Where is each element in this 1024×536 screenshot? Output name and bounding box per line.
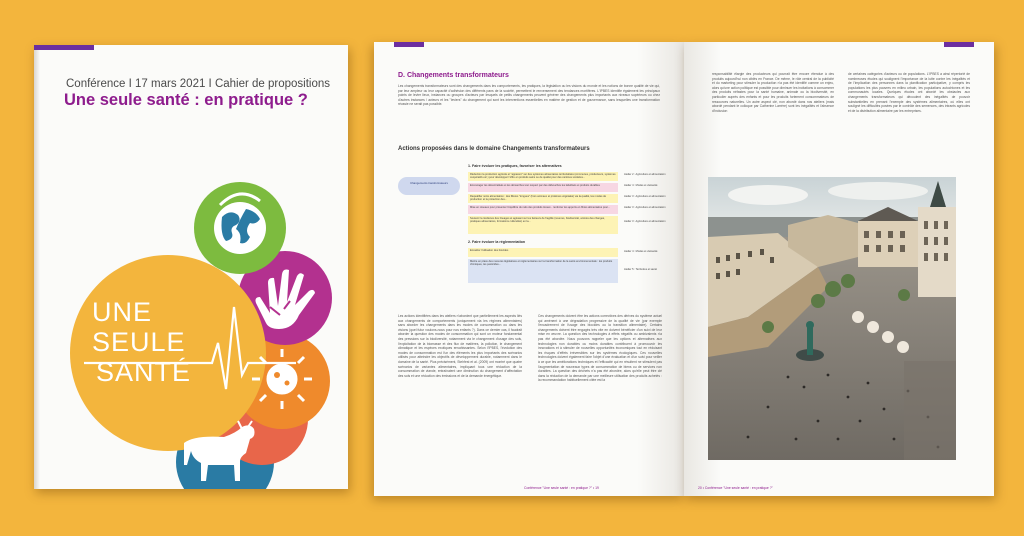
section-title: D. Changements transformateurs xyxy=(398,72,509,79)
logo-line-3: SANTÉ xyxy=(96,357,192,387)
globe-icon xyxy=(214,194,266,254)
workshop-ref: Atelier 5 : Territoires et santé xyxy=(624,268,657,271)
left-page-tab xyxy=(394,42,424,47)
section-intro: Les changements transformateurs sont des changements dans les comportements, les pratiques, la législation ou les visions du monde et les notions de bonne qualité de vie qui, par leur ampleur ou leur capacité d'adhésion des différents pans de la société, permettent le renversement des tendances mortifères. L'IPBES identifie également les principaux points de levier lieux, instances ou groupes d'acteurs par lesquels de petits changements peuvent générer des changements plus importants aux niveaux supérieurs ou chez d'autres instances / acteurs et les "leviers" du changement qui sont les interventions essentielles en matière de gestion et de gouvernance, sans lesquelles une transformation réussie ne serait pas possible. xyxy=(398,84,660,107)
body-column-2: Ces changements doivent être les actions correctives des dérives du système actuel qui amènent à une dégradation progressive de la qualité de vie (par exemple l'encadrement de l'usage des biocides ou la transition alimentaire). Certains changements doivent être engagés très vite en doivent bénéficier d'un suivi de leur mise en œuvre. La question des technologies à effets négatifs ou ambivalents n'a pas été abordée. Nous pouvons rappeler que les options et alternatives aux technologies non durables ou moins durables contribuent à promouvoir les innovations et à stimuler de nouvelles opportunités économiques tout en réduisant les risques d'effets irréversibles sur les systèmes écologiques. Ces nouvelles technologies doivent également faire l'objet d'une évaluation et d'un suivi pour veiller à ce que les améliorations techniques et l'efficacité qui en résultent ne stimulent pas l'augmentation de nouveaux types de consommation de biens ou de services non durables. La question des déchets n'a pas été abordée, alors qu'elle peut être clé dans la réduction de la demande par une meilleure utilisation des produits achetés : la recommandation habituellement citée est la xyxy=(538,314,662,383)
city-square-image xyxy=(708,177,956,460)
workshop-ref: Atelier 4 : Modes et vie/santé xyxy=(624,250,658,253)
body-column-1: Les actions identifiées dans les ateliers n'abordent que partiellement les aspects liés aux changements de comportements (uniquement via les régimes alimentaires) sans aborder les changements dans les modes de consommation ou dans les visions (quel futur voulons-nous pour nos enfants ?). Dans ce dernier cas, il faudrait aborder la question des modes de consommation qui sont un moteur fondamental des pressions sur la biodiversité, notamment via le changement d'usage des sols, l'exploitation de la biomasse et des flux de matières, la pollution, le changement climatique et les espèces exotiques envahissantes. Selon l'IPBES, l'évolution des modes de consommation est l'un des éléments les plus importants des scénarios utilisés pour atteindre les objectifs de développement durable, notamment dans le domaine de la santé. Plus précisément, Stehfest et al. (2009) ont montré que quatre scénarios de variantes alimentaires, impliquant tous une réduction de la consommation de viande, entraînaient une diminution du changement d'affectation des sols et une réduction des émissions et de la demande énergétique. xyxy=(398,314,522,378)
actions-title: Actions proposées dans le domaine Changements transformateurs xyxy=(398,146,590,152)
action-row: Mise en réseaux pour présenter l'équilibre du ratio des produits locaux - renforcer les apports en fibres alimentaires pour... xyxy=(468,205,618,214)
workshop-ref: Atelier 3 : Agriculture et alimentation xyxy=(624,220,666,223)
cow-icon xyxy=(184,421,255,481)
right-column-2: de certaines catégories d'acteurs ou de populations. L'IPBES a ainsi répertorié de nombreuses études qui soulignent l'importance de la lutte contre les inégalités et de l'implication des personnes dans la planification participative, y compris les populations les plus pauvres en milieu urbain, les populations autochtones et les communautés locales. Quelques études ont abordé les obstacles aux changements transformateurs qui découlent des inégalités de pouvoir substantielles en prenant l'exemple des systèmes alimentaires, où elles ont souligné les difficultés posées par le contrôle des semences, des intrants agricoles et de la distribution alimentaire par les entreprises. xyxy=(848,72,970,113)
workshop-ref: Atelier 2 : Agriculture et alimentation xyxy=(624,173,666,176)
action-row: Réduction la production agricole et "apparent" sur des systèmes alimentaires territorialisés (communes, producteurs, systèmes coopératifs etc.) pour développer l'offre en produits sains ou de qualité pour des cantines scolaires... xyxy=(468,172,618,181)
action-row: Encourager les décentralisés et les démarches tout respect par des débouchés les labellisés et produits durables xyxy=(468,183,618,192)
cover-kicker: Conférence I 17 mars 2021 I Cahier de propositions xyxy=(66,78,331,90)
right-column-1: responsabilité élargie des producteurs qui pourrait être encore étendue à des produits aujourd'hui non ciblés en France. De même, le rôle central de la publicité et du marketing pour stimuler la production n'a pas été identifié comme un enjeu, alors qu'une action politique est possible pour diminuer les incitations à consommer des produits néfastes pour la santé humaine, animale ou la biodiversité, en particulier auprès des enfants et pour les produits fortement consommateurs de ressources naturelles. Un autre aspect clé, non abordé dans nos ateliers (mais abordé pendant le colloque par Catherine Larrère) sont les inégalités et l'absence d'inclusion xyxy=(712,72,834,113)
workshop-ref: Atelier 3 : Agriculture et alimentation xyxy=(624,206,666,209)
regulation-row: Mettre en place des mesures législatives et réglementaires sur la transformation de la santé environnementale : les produits chimiques, les pesticides... xyxy=(468,259,618,283)
regulation-row: Encadrer l'utilisation des biocides xyxy=(468,248,618,257)
brochure-cover xyxy=(34,45,348,489)
page-footer-right: 20 • Conférence "Une seule santé : en pratique ?" xyxy=(698,486,773,490)
page-footer-left: Conférence "Une seule santé : en pratique ?" • 19 xyxy=(524,486,599,490)
left-page xyxy=(374,42,684,496)
action-row: Requalifier notre alimentation : des filières "longues" (hors animaux et protéines végétales) via la qualité, les modes de production et la protection des... xyxy=(468,194,618,203)
logo-wordmark xyxy=(92,297,191,387)
cover-illustrations xyxy=(34,45,348,489)
block1-title: 1. Faire évoluer les pratiques, favoriser les alternatives xyxy=(468,164,562,168)
open-brochure-spread xyxy=(374,42,994,496)
workshop-ref: Atelier 3 : Agriculture et alimentation xyxy=(624,195,666,198)
logo-line-2: SEULE xyxy=(92,327,186,357)
right-page-tab xyxy=(944,42,974,47)
cover-title: Une seule santé : en pratique ? xyxy=(64,91,308,109)
category-pill: Changements transformateurs xyxy=(398,177,460,195)
logo-line-1: UNE xyxy=(92,297,153,327)
workshop-ref: Atelier 4 : Modes et vie/santé xyxy=(624,184,658,187)
block2-title: 2. Faire évoluer la réglementation xyxy=(468,240,526,244)
virus-icon xyxy=(252,349,312,409)
city-square-photo xyxy=(708,177,956,460)
action-row: Soutenir la résilience des lineages et agissant sur les facteurs de fragilité (revenus, biodiversité, animés des changes, pratiques alimentaires, formations culturelles) en la... xyxy=(468,216,618,234)
hand-icon xyxy=(256,270,316,330)
